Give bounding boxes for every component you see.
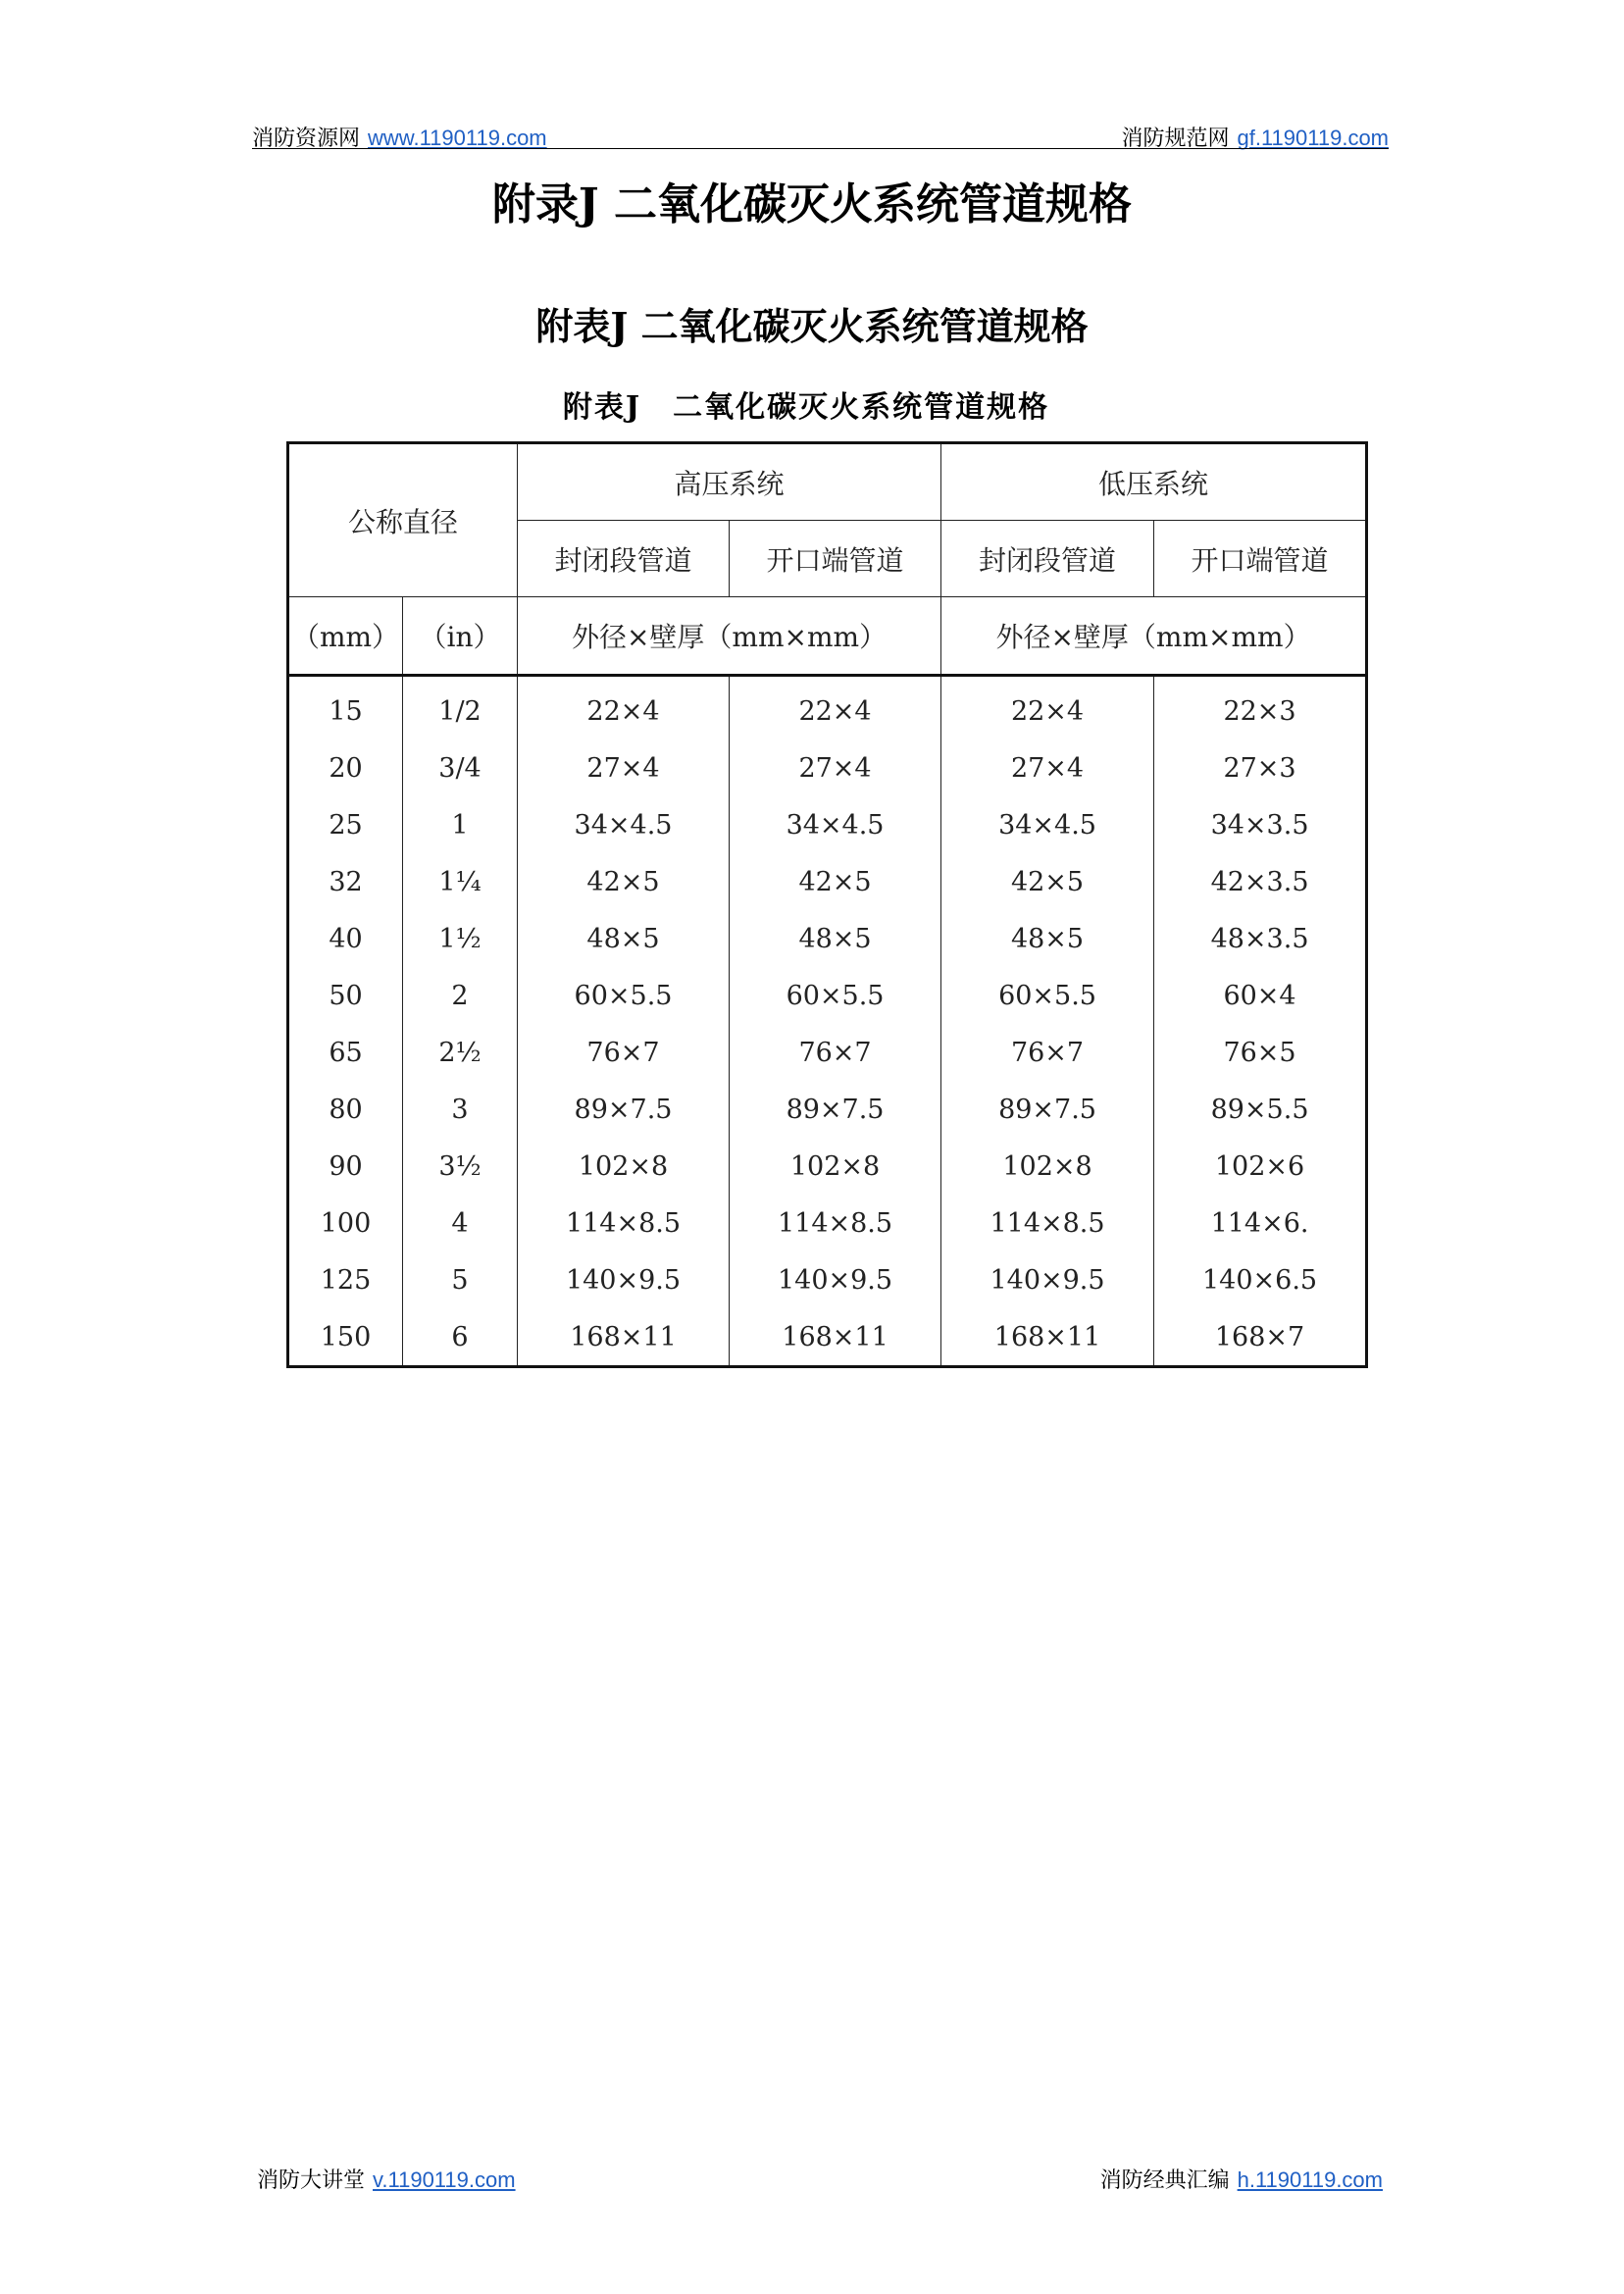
- cell-high-closed: 42×5: [518, 853, 730, 910]
- cell-high-open: 60×5.5: [730, 967, 941, 1024]
- header-high-od-wall: 外径×壁厚（mm×mm）: [518, 597, 941, 676]
- header-right-label: 消防规范网: [1121, 127, 1230, 151]
- header-divider: [252, 148, 1389, 149]
- header-left-label: 消防资源网: [252, 127, 361, 151]
- footer-left-label: 消防大讲堂: [257, 2168, 366, 2193]
- cell-low-open: 114×6.: [1154, 1195, 1367, 1251]
- table-row: [288, 1308, 1367, 1367]
- cell-high-closed: 48×5: [518, 910, 730, 967]
- cell-low-closed: 140×9.5: [941, 1251, 1154, 1308]
- cell-high-open: 89×7.5: [730, 1081, 941, 1138]
- cell-high-open: 42×5: [730, 853, 941, 910]
- table-row: [288, 676, 1367, 740]
- cell-low-closed: 89×7.5: [941, 1081, 1154, 1138]
- cell-high-open: 34×4.5: [730, 796, 941, 853]
- header-low-pressure: 低压系统: [941, 443, 1367, 521]
- cell-nominal-mm: 150: [288, 1308, 403, 1367]
- cell-nominal-in: 4: [403, 1195, 518, 1251]
- header-nominal-diameter: 公称直径: [288, 443, 518, 597]
- cell-nominal-mm: 15: [288, 676, 403, 740]
- cell-high-closed: 140×9.5: [518, 1251, 730, 1308]
- cell-low-closed: 27×4: [941, 739, 1154, 796]
- cell-nominal-in: 2½: [403, 1024, 518, 1081]
- cell-nominal-mm: 20: [288, 739, 403, 796]
- scanned-table-figure: [286, 382, 1365, 1368]
- header-unit-mm: （mm）: [288, 597, 403, 676]
- table-heading: 附表J 二氧化碳灭火系统管道规格: [535, 304, 1089, 348]
- cell-low-closed: 168×11: [941, 1308, 1154, 1367]
- cell-high-closed: 34×4.5: [518, 796, 730, 853]
- header-right-link[interactable]: gf.1190119.com: [1237, 126, 1389, 150]
- header-high-pressure: 高压系统: [518, 443, 941, 521]
- cell-high-open: 22×4: [730, 676, 941, 740]
- table-row: [288, 1138, 1367, 1195]
- footer-right: [1100, 2164, 1383, 2194]
- cell-low-open: 89×5.5: [1154, 1081, 1367, 1138]
- cell-low-open: 22×3: [1154, 676, 1367, 740]
- table-body: [288, 676, 1367, 1367]
- cell-low-open: 168×7: [1154, 1308, 1367, 1367]
- footer-right-label: 消防经典汇编: [1099, 2168, 1230, 2193]
- cell-high-open: 27×4: [730, 739, 941, 796]
- cell-nominal-in: 6: [403, 1308, 518, 1367]
- cell-high-closed: 114×8.5: [518, 1195, 730, 1251]
- footer-left-link[interactable]: v.1190119.com: [373, 2167, 516, 2192]
- cell-nominal-in: 1¼: [403, 853, 518, 910]
- cell-nominal-in: 2: [403, 967, 518, 1024]
- cell-high-closed: 60×5.5: [518, 967, 730, 1024]
- table-row: [288, 1195, 1367, 1251]
- cell-low-open: 102×6: [1154, 1138, 1367, 1195]
- cell-nominal-mm: 90: [288, 1138, 403, 1195]
- cell-nominal-mm: 25: [288, 796, 403, 853]
- cell-high-open: 140×9.5: [730, 1251, 941, 1308]
- cell-high-open: 76×7: [730, 1024, 941, 1081]
- cell-nominal-mm: 40: [288, 910, 403, 967]
- cell-low-closed: 60×5.5: [941, 967, 1154, 1024]
- cell-high-open: 102×8: [730, 1138, 941, 1195]
- cell-nominal-in: 1: [403, 796, 518, 853]
- cell-low-closed: 102×8: [941, 1138, 1154, 1195]
- header-low-open: 开口端管道: [1154, 521, 1367, 597]
- cell-low-open: 27×3: [1154, 739, 1367, 796]
- cell-nominal-mm: 50: [288, 967, 403, 1024]
- cell-nominal-in: 1½: [403, 910, 518, 967]
- table-row: [288, 796, 1367, 853]
- cell-high-closed: 102×8: [518, 1138, 730, 1195]
- cell-high-closed: 89×7.5: [518, 1081, 730, 1138]
- table-caption: 附表J 二氧化碳灭火系统管道规格: [562, 390, 1050, 425]
- cell-high-closed: 22×4: [518, 676, 730, 740]
- table-row: [288, 853, 1367, 910]
- cell-low-open: 42×3.5: [1154, 853, 1367, 910]
- cell-high-closed: 168×11: [518, 1308, 730, 1367]
- cell-low-closed: 22×4: [941, 676, 1154, 740]
- cell-low-closed: 48×5: [941, 910, 1154, 967]
- header-high-open: 开口端管道: [730, 521, 941, 597]
- table-row: [288, 1024, 1367, 1081]
- cell-low-closed: 114×8.5: [941, 1195, 1154, 1251]
- cell-nominal-in: 3½: [403, 1138, 518, 1195]
- cell-nominal-in: 3: [403, 1081, 518, 1138]
- cell-high-open: 114×8.5: [730, 1195, 941, 1251]
- table-row: [288, 1081, 1367, 1138]
- cell-low-closed: 34×4.5: [941, 796, 1154, 853]
- header-low-closed: 封闭段管道: [941, 521, 1154, 597]
- cell-low-closed: 42×5: [941, 853, 1154, 910]
- cell-low-open: 34×3.5: [1154, 796, 1367, 853]
- pipe-spec-table: [286, 441, 1368, 1368]
- cell-high-open: 168×11: [730, 1308, 941, 1367]
- cell-low-open: 76×5: [1154, 1024, 1367, 1081]
- table-row: [288, 739, 1367, 796]
- header-low-od-wall: 外径×壁厚（mm×mm）: [941, 597, 1367, 676]
- cell-nominal-in: 1/2: [403, 676, 518, 740]
- footer-left: [257, 2164, 516, 2194]
- table-row: [288, 967, 1367, 1024]
- cell-low-closed: 76×7: [941, 1024, 1154, 1081]
- cell-nominal-in: 5: [403, 1251, 518, 1308]
- cell-low-open: 60×4: [1154, 967, 1367, 1024]
- cell-nominal-in: 3/4: [403, 739, 518, 796]
- header-high-closed: 封闭段管道: [518, 521, 730, 597]
- cell-low-open: 140×6.5: [1154, 1251, 1367, 1308]
- cell-nominal-mm: 100: [288, 1195, 403, 1251]
- cell-nominal-mm: 80: [288, 1081, 403, 1138]
- cell-nominal-mm: 125: [288, 1251, 403, 1308]
- page-title: 附录J 二氧化碳灭火系统管道规格: [491, 179, 1133, 229]
- table-row: [288, 1251, 1367, 1308]
- footer-right-link[interactable]: h.1190119.com: [1237, 2167, 1383, 2192]
- cell-nominal-mm: 32: [288, 853, 403, 910]
- header-unit-in: （in）: [403, 597, 518, 676]
- cell-nominal-mm: 65: [288, 1024, 403, 1081]
- cell-low-open: 48×3.5: [1154, 910, 1367, 967]
- header-left-link[interactable]: www.1190119.com: [368, 126, 547, 150]
- cell-high-closed: 27×4: [518, 739, 730, 796]
- cell-high-closed: 76×7: [518, 1024, 730, 1081]
- cell-high-open: 48×5: [730, 910, 941, 967]
- table-row: [288, 910, 1367, 967]
